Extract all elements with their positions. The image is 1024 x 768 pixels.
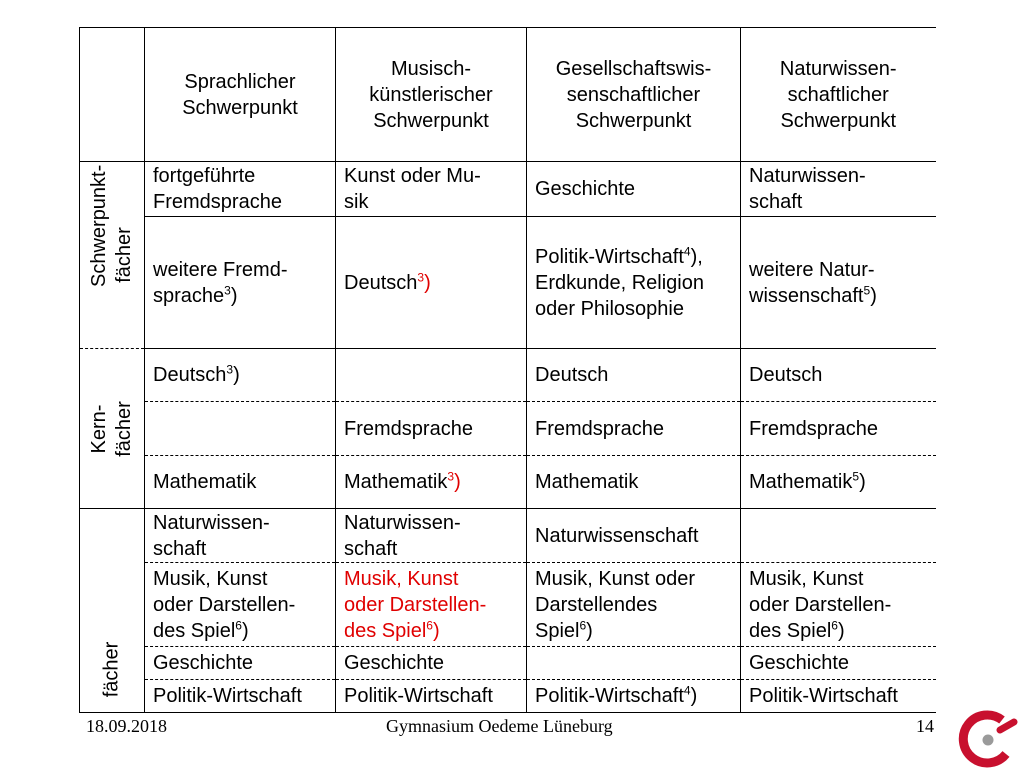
cell: Fremdsprache	[741, 402, 936, 456]
table-row	[80, 402, 936, 456]
cell: Naturwissen- schaft	[336, 509, 527, 563]
cell: Politik-Wirtschaft$^4$), Erdkunde, Religion oder Philosophie	[527, 217, 741, 349]
group-label-kern: Kern- fächer	[80, 349, 145, 509]
header-musisch: Musisch- künstlerischer Schwerpunkt	[336, 28, 527, 162]
group-label-schwerpunkt: Schwerpunkt- fächer	[80, 162, 145, 349]
table-row	[80, 563, 936, 647]
cell: fortgeführte Fremdsprache	[145, 162, 336, 217]
cell: Deutsch	[527, 349, 741, 402]
header-natur: Naturwissen- schaftlicher Schwerpunkt	[741, 28, 936, 162]
page-number: 14	[916, 716, 934, 736]
cell: Kunst oder Mu- sik	[336, 162, 527, 217]
table-row	[80, 217, 936, 349]
footer-school-name: Gymnasium Oedeme Lüneburg	[386, 716, 613, 736]
cell: Deutsch	[741, 349, 936, 402]
cell: Mathematik	[145, 456, 336, 509]
cell	[145, 402, 336, 456]
footer-date: 18.09.2018	[86, 716, 167, 736]
cell	[336, 349, 527, 402]
cell: Geschichte	[527, 162, 741, 217]
table-row	[80, 647, 936, 680]
cell: Mathematik$^3$)	[336, 456, 527, 509]
table-row	[80, 162, 936, 217]
cell: Naturwissen- schaft	[145, 509, 336, 563]
header-sprachlich: Sprachlicher Schwerpunkt	[145, 28, 336, 162]
table-row	[80, 509, 936, 563]
table-row	[80, 349, 936, 402]
cell: Mathematik	[527, 456, 741, 509]
cell	[527, 647, 741, 680]
cell: Politik-Wirtschaft$^4$)	[527, 680, 741, 713]
cell: Deutsch$^3$)	[145, 349, 336, 402]
header-empty-cell	[80, 28, 145, 162]
cell: weitere Natur- wissenschaft$^5$)	[741, 217, 936, 349]
cell: Naturwissenschaft	[527, 509, 741, 563]
cell: Musik, Kunst oder Darstellen- des Spiel$^6$)	[145, 563, 336, 647]
school-logo-icon	[954, 708, 1018, 768]
cell: Geschichte	[336, 647, 527, 680]
header-row	[80, 28, 936, 162]
table-row	[80, 456, 936, 509]
cell	[741, 509, 936, 563]
cell: Fremdsprache	[527, 402, 741, 456]
cell: Mathematik$^5$)	[741, 456, 936, 509]
cell: Musik, Kunst oder Darstellen- des Spiel$^6$)	[336, 563, 527, 647]
cell: Geschichte	[145, 647, 336, 680]
cell: Fremdsprache	[336, 402, 527, 456]
table-row	[80, 680, 936, 713]
cell: Musik, Kunst oder Darstellen- des Spiel$^6$)	[741, 563, 936, 647]
group-label-other: fächer	[80, 509, 145, 713]
cell: Musik, Kunst oder Darstellendes Spiel$^6$)	[527, 563, 741, 647]
cell: weitere Fremd- sprache$^3$)	[145, 217, 336, 349]
header-gesellschaft: Gesellschaftswis- senschaftlicher Schwerpunkt	[527, 28, 741, 162]
cell: Politik-Wirtschaft	[145, 680, 336, 713]
cell: Deutsch$^3$)	[336, 217, 527, 349]
cell: Politik-Wirtschaft	[741, 680, 936, 713]
cell: Naturwissen- schaft	[741, 162, 936, 217]
subject-table	[79, 27, 936, 713]
cell: Politik-Wirtschaft	[336, 680, 527, 713]
cell: Geschichte	[741, 647, 936, 680]
